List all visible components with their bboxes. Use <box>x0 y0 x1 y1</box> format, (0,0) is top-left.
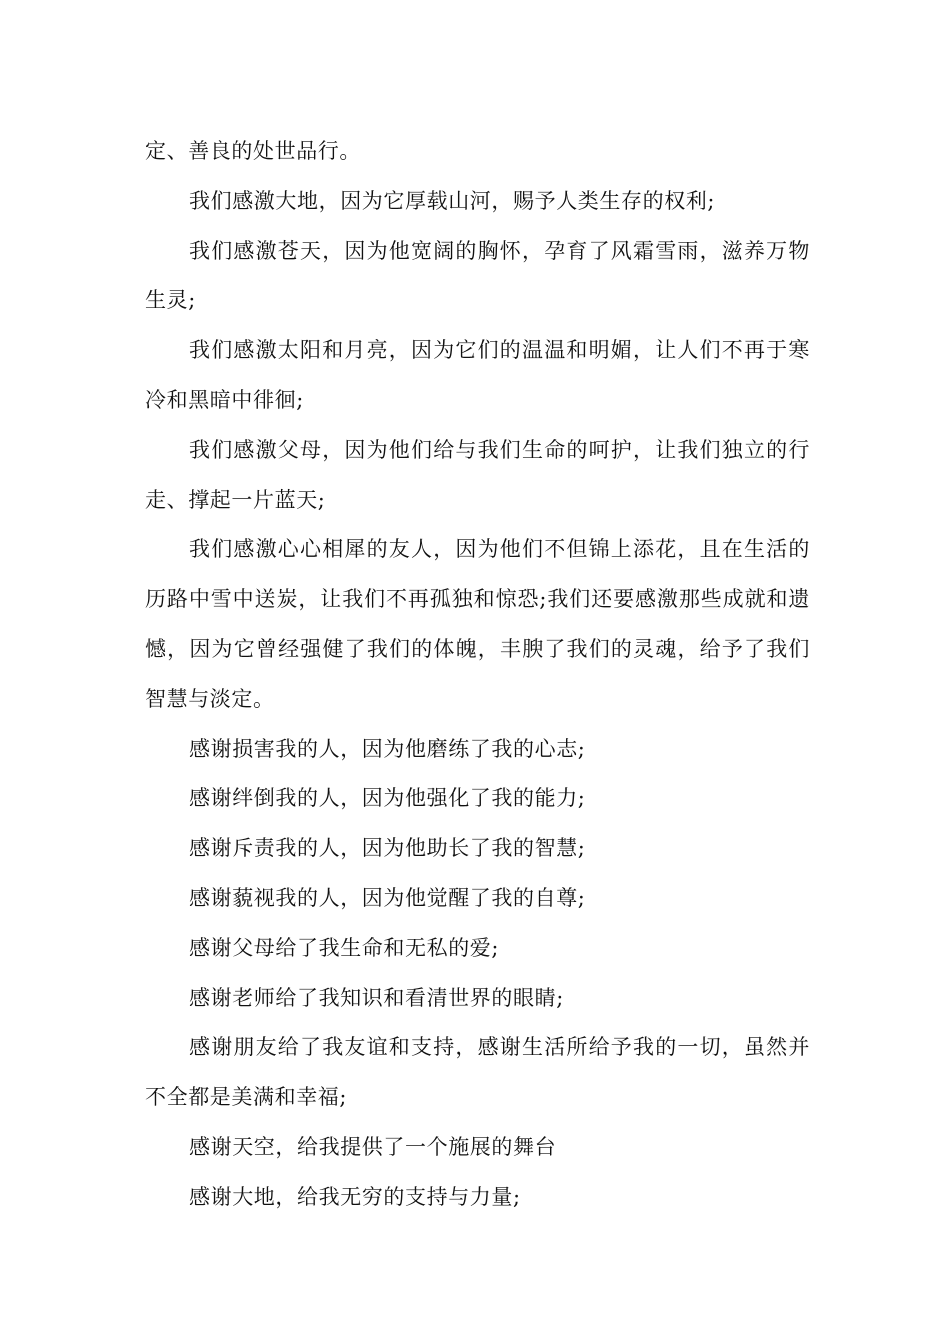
paragraph: 感谢藐视我的人，因为他觉醒了我的自尊; <box>189 885 586 910</box>
paragraph: 定、善良的处世品行。 <box>145 139 361 163</box>
paragraph: 感谢大地，给我无穷的支持与力量; <box>189 1184 521 1209</box>
paragraph: 感谢斥责我的人，因为他助长了我的智慧; <box>189 836 586 861</box>
paragraph: 感谢父母给了我生命和无私的爱; <box>189 935 500 960</box>
paragraph: 感谢绊倒我的人，因为他强化了我的能力; <box>189 786 586 811</box>
paragraph: 感谢天空，给我提供了一个施展的舞台 <box>189 1134 557 1159</box>
paragraph: 感谢老师给了我知识和看清世界的眼睛; <box>189 985 564 1010</box>
paragraph: 我们感激父母，因为他们给与我们生命的呵护，让我们独立的行走、撑起一片蓝天; <box>145 437 810 512</box>
paragraph: 感谢朋友给了我友谊和支持，感谢生活所给予我的一切，虽然并不全都是美满和幸福; <box>145 1035 810 1110</box>
paragraph: 我们感激大地，因为它厚载山河，赐予人类生存的权利; <box>189 188 716 213</box>
body-text <box>145 127 810 1223</box>
paragraph: 我们感激苍天，因为他宽阔的胸怀，孕育了风霜雪雨，滋养万物生灵; <box>145 238 810 313</box>
paragraph: 我们感激太阳和月亮，因为它们的温温和明媚，让人们不再于寒冷和黑暗中徘徊; <box>145 338 810 412</box>
paragraph: 我们感激心心相犀的友人，因为他们不但锦上添花，且在生活的历路中雪中送炭，让我们不再孤独和惊恐;我们还要感激那些成就和遗憾，因为它曾经强健了我们的体魄，丰腴了我们的灵魂，给予了我们智慧与淡定。 <box>145 537 810 711</box>
paragraph: 感谢损害我的人，因为他磨练了我的心志; <box>189 736 586 761</box>
